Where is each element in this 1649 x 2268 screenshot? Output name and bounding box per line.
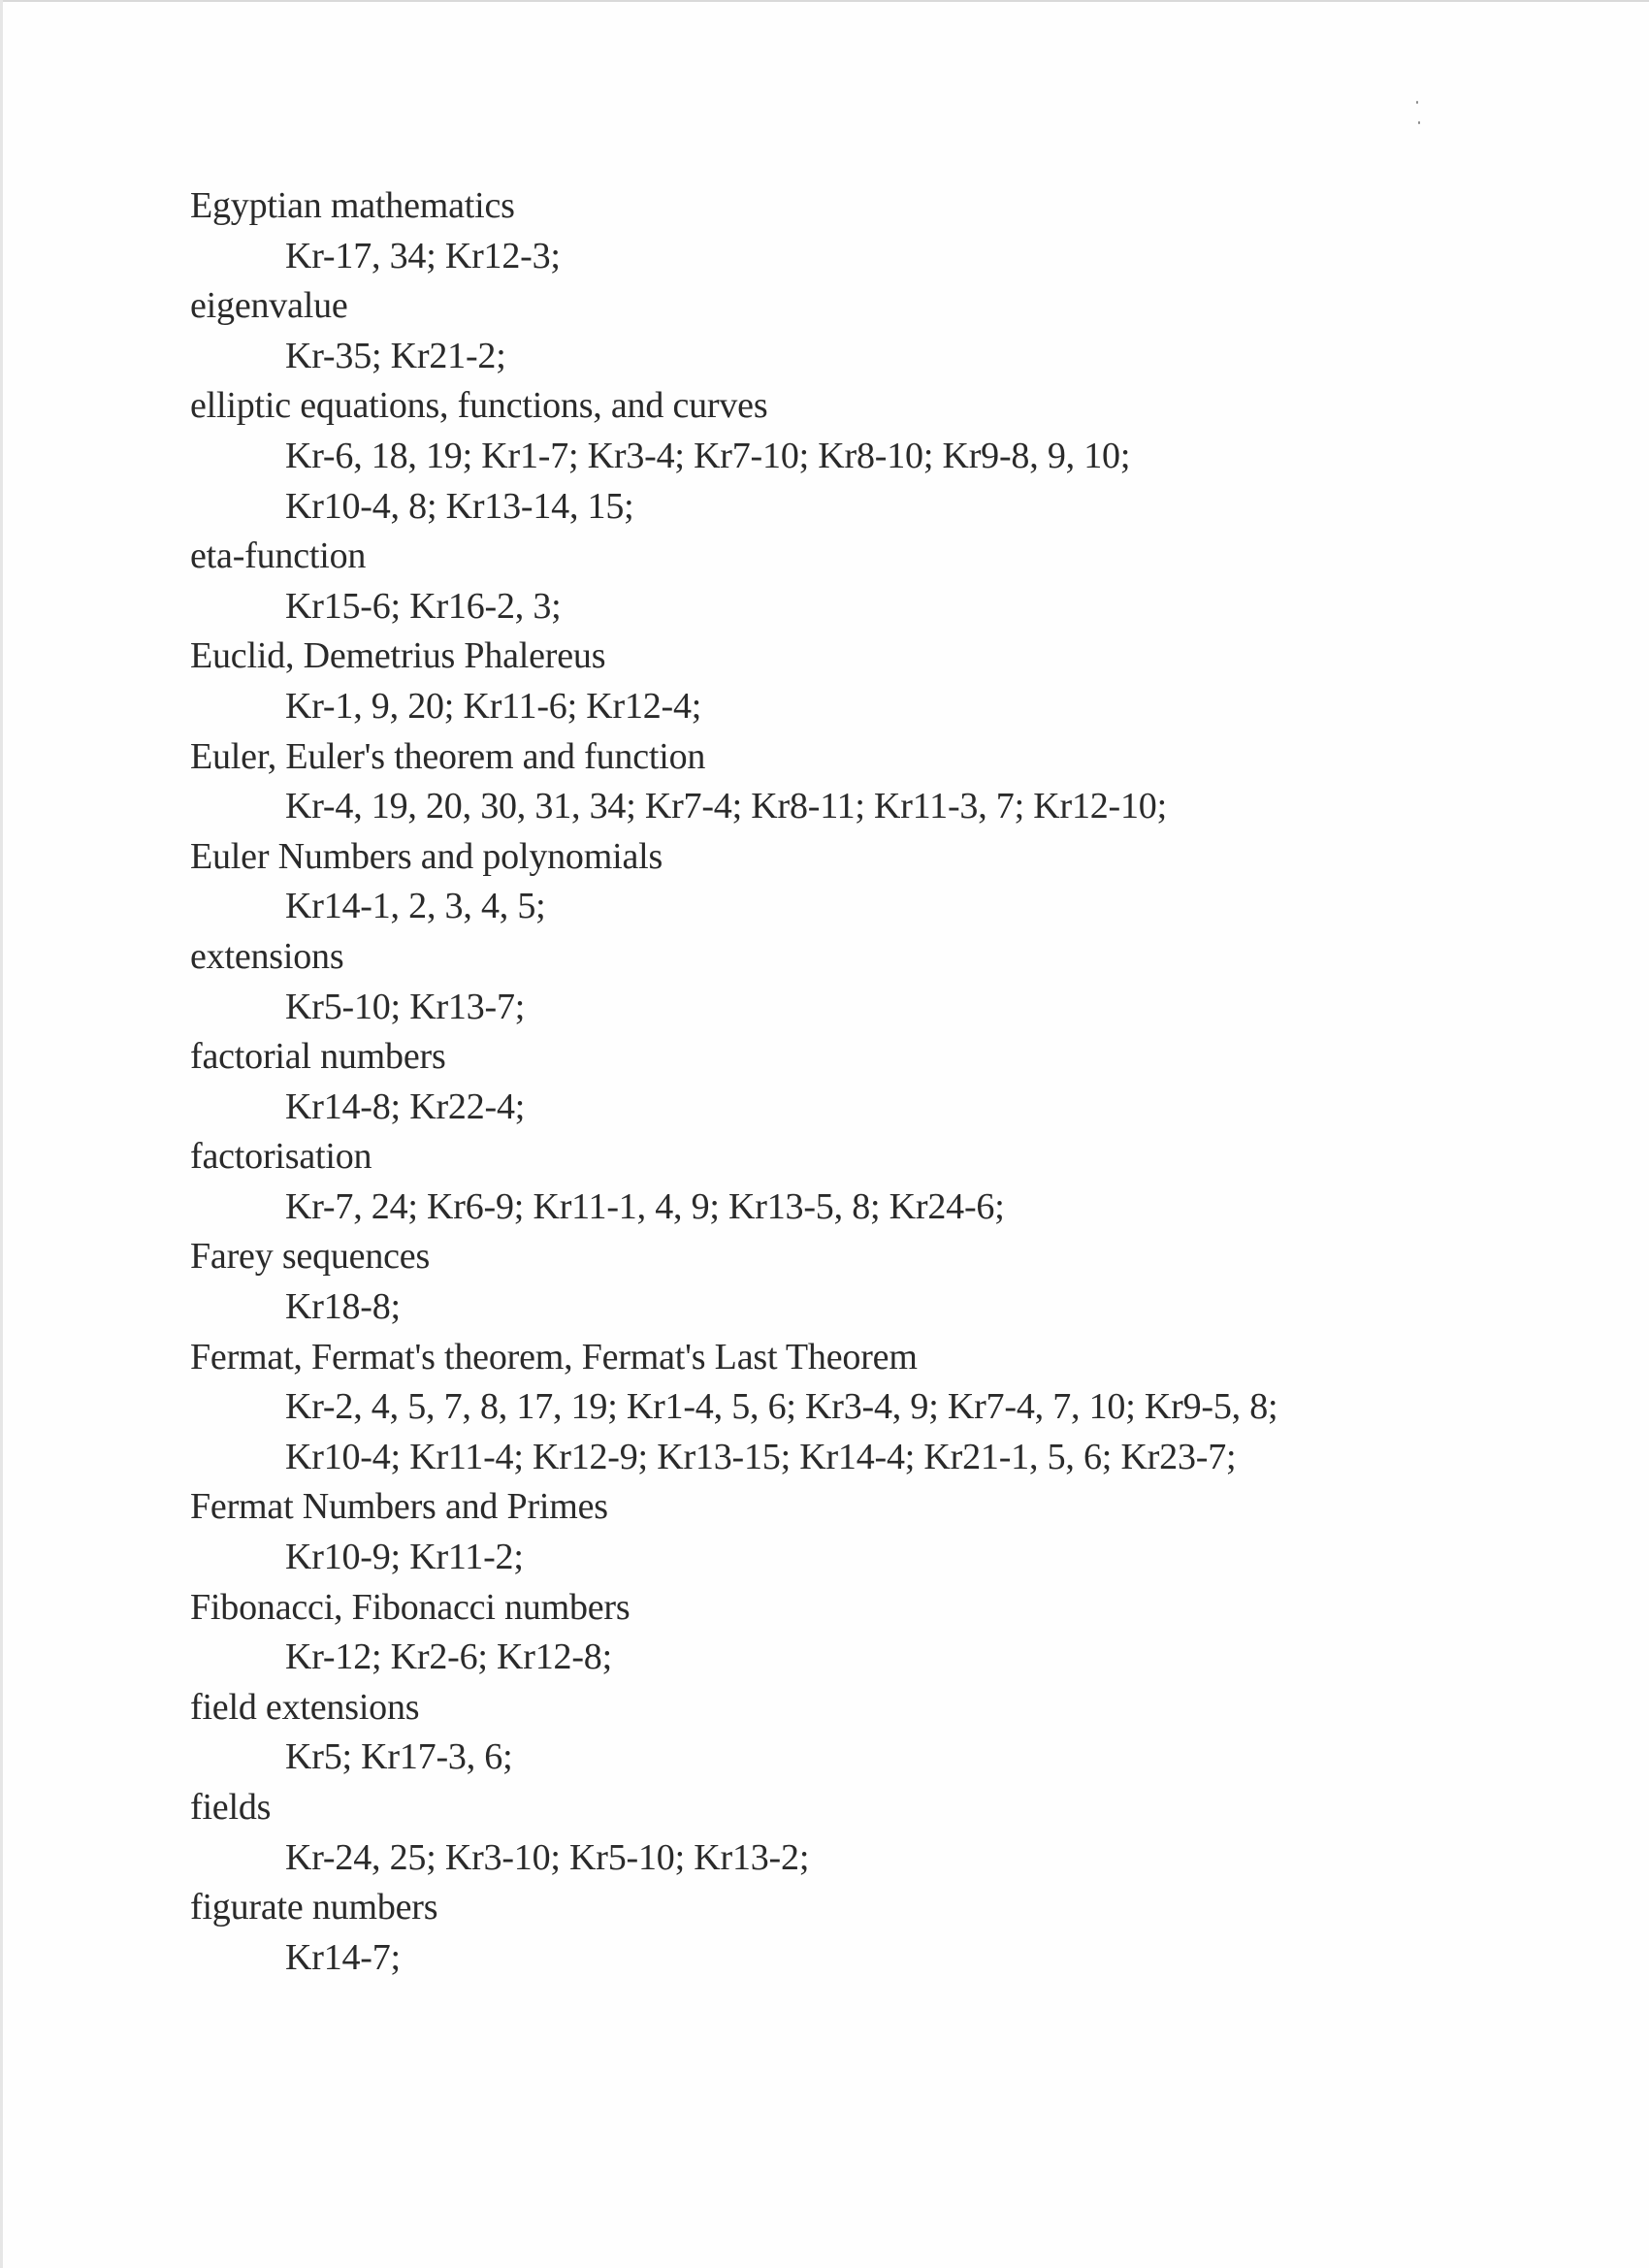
index-term: Farey sequences (190, 1236, 431, 1278)
index-page-references: Kr5; Kr17-3, 6; (285, 1736, 513, 1778)
scan-edge-left (0, 0, 3, 2268)
scan-speck (1416, 101, 1418, 104)
scan-edge-top (0, 0, 1649, 2)
index-entry (190, 281, 1471, 381)
index-page-references: Kr15-6; Kr16-2, 3; (285, 585, 562, 627)
index-term: Fermat Numbers and Primes (190, 1486, 608, 1528)
index-term: Euler Numbers and polynomials (190, 835, 663, 877)
index-term: Euclid, Demetrius Phalereus (190, 635, 606, 677)
index-page-references: Kr10-9; Kr11-2; (285, 1537, 524, 1578)
index-term: elliptic equations, functions, and curves (190, 385, 768, 427)
index-page-references: Kr-1, 9, 20; Kr11-6; Kr12-4; (285, 685, 702, 727)
index-term: Fibonacci, Fibonacci numbers (190, 1586, 630, 1628)
index-page-references: Kr10-4, 8; Kr13-14, 15; (285, 485, 634, 527)
index-term: Fermat, Fermat's theorem, Fermat's Last Theorem (190, 1336, 918, 1377)
index-term: Euler, Euler's theorem and function (190, 735, 706, 777)
index-term: fields (190, 1787, 272, 1828)
index-term: extensions (190, 935, 344, 977)
index-entry (190, 832, 1471, 932)
index-page-references: Kr-35; Kr21-2; (285, 335, 506, 376)
index-term: factorisation (190, 1136, 372, 1178)
index-entry (190, 1333, 1471, 1483)
index-entry (190, 932, 1471, 1032)
index-term: eigenvalue (190, 285, 348, 327)
index-term: factorial numbers (190, 1036, 446, 1078)
index-term: Egyptian mathematics (190, 185, 515, 226)
index-page-references: Kr-12; Kr2-6; Kr12-8; (285, 1636, 612, 1678)
index-entry (190, 1232, 1471, 1332)
index-page-references: Kr18-8; (285, 1286, 401, 1328)
index-entry (190, 1683, 1471, 1783)
index-entry (190, 532, 1471, 632)
index-page-references: Kr-6, 18, 19; Kr1-7; Kr3-4; Kr7-10; Kr8-10; Kr9-8, 9, 10; (285, 435, 1131, 476)
index-entry (190, 1132, 1471, 1232)
index-page-references: Kr14-8; Kr22-4; (285, 1085, 526, 1127)
index-entry (190, 1883, 1471, 1983)
index-entry (190, 381, 1471, 532)
index-list (190, 181, 1471, 1983)
index-page-references: Kr14-7; (285, 1936, 401, 1978)
index-entry (190, 1482, 1471, 1582)
index-page-references: Kr-2, 4, 5, 7, 8, 17, 19; Kr1-4, 5, 6; Kr3-4, 9; Kr7-4, 7, 10; Kr9-5, 8; (285, 1386, 1278, 1428)
index-page-references: Kr-7, 24; Kr6-9; Kr11-1, 4, 9; Kr13-5, 8; Kr24-6; (285, 1185, 1005, 1227)
index-term: field extensions (190, 1686, 420, 1728)
index-page-references: Kr14-1, 2, 3, 4, 5; (285, 886, 546, 927)
index-entry (190, 732, 1471, 832)
index-entry (190, 1583, 1471, 1683)
index-page-references: Kr-24, 25; Kr3-10; Kr5-10; Kr13-2; (285, 1836, 810, 1878)
index-page-references: Kr-17, 34; Kr12-3; (285, 235, 561, 276)
index-entry (190, 1032, 1471, 1132)
index-entry (190, 632, 1471, 731)
index-entry (190, 1783, 1471, 1883)
index-page-references: Kr5-10; Kr13-7; (285, 986, 526, 1027)
index-term: figurate numbers (190, 1887, 438, 1928)
index-page-references: Kr10-4; Kr11-4; Kr12-9; Kr13-15; Kr14-4; Kr21-1, 5, 6; Kr23-7; (285, 1436, 1237, 1477)
index-page-references: Kr-4, 19, 20, 30, 31, 34; Kr7-4; Kr8-11; Kr11-3, 7; Kr12-10; (285, 786, 1167, 827)
index-term: eta-function (190, 535, 367, 577)
scan-speck (1418, 121, 1420, 124)
index-entry (190, 181, 1471, 281)
